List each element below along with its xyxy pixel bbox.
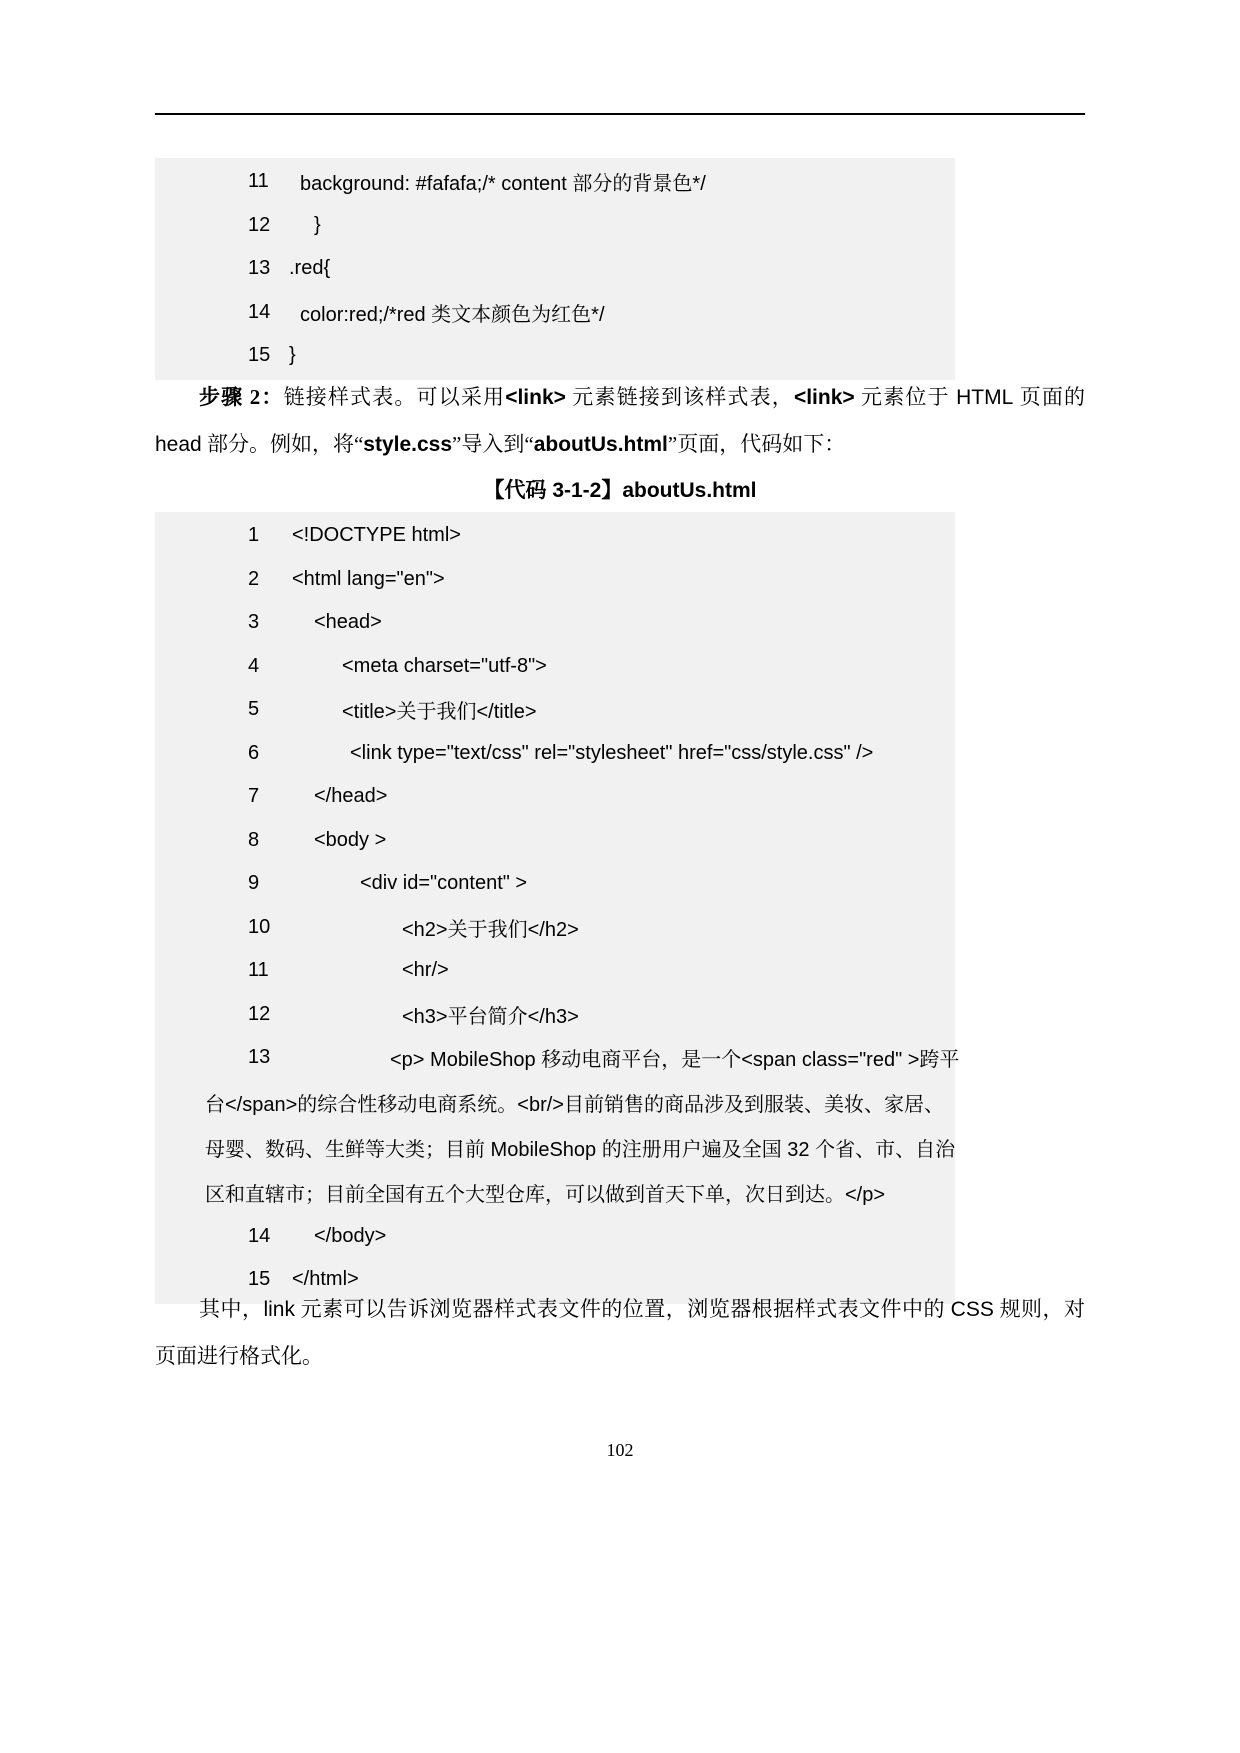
code-line-number: 15 [248, 344, 271, 367]
text-segment: 步骤 2： [199, 385, 284, 409]
text-segment: link [263, 1298, 295, 1321]
code-line-text: <div id="content" > [360, 872, 528, 895]
text-segment: 元素位于 [854, 385, 957, 409]
code-line-number: 13 [248, 257, 271, 280]
code-line-number: 5 [248, 698, 260, 721]
code-line-text: <h3>平台简介</h3> [402, 1005, 579, 1028]
code-line [155, 645, 955, 689]
code-line-number: 12 [248, 213, 271, 236]
code-line [155, 862, 955, 906]
code-line-number: 14 [248, 300, 271, 323]
text-segment: 元素可以告诉浏览器样式表文件的位置，浏览器根据样式表文件中的 [294, 1297, 951, 1321]
text-segment: 规则，对页面进行格式化。 [155, 1297, 1086, 1368]
code-line-text: <!DOCTYPE html> [292, 524, 461, 547]
code-line [155, 601, 955, 645]
code-line-text: </head> [314, 785, 388, 808]
code-line-text: <html lang="en"> [292, 567, 445, 590]
code-caption: 【代码 3-1-2】aboutUs.html [483, 479, 757, 502]
code-line-text: } [314, 213, 321, 236]
text-segment: 链接样式表。可以采用 [283, 385, 506, 409]
code-line-text: <head> [314, 611, 382, 634]
code-line-number: 8 [248, 828, 260, 851]
code-line [155, 160, 955, 204]
text-segment: <link> [505, 386, 566, 409]
code-line [155, 906, 955, 950]
code-line-text: <meta charset="utf-8"> [342, 654, 547, 677]
text-segment: 其中， [199, 1297, 264, 1321]
text-segment: HTML [956, 386, 1014, 409]
code-line [155, 291, 955, 335]
text-segment: CSS [950, 1298, 994, 1321]
code-line-number: 15 [248, 1268, 271, 1291]
text-segment: <link> [793, 386, 855, 409]
code-line-number: 7 [248, 785, 260, 808]
text-segment: aboutUs.html [533, 433, 668, 456]
header-rule [155, 113, 1085, 115]
page-number: 102 [606, 1440, 634, 1460]
code-line-text: color:red;/*red 类文本颜色为红色*/ [300, 303, 605, 326]
code-line [155, 247, 955, 291]
code-block-css-snippet [155, 158, 955, 380]
code-line [155, 688, 955, 732]
code-line-wrap: 母婴、数码、生鲜等大类；目前 MobileShop 的注册用户遍及全国 32 个省、市、自治 [205, 1138, 956, 1161]
code-line-number: 12 [248, 1002, 271, 1025]
text-segment: 部分。例如，将“ [201, 432, 364, 456]
code-line-text: .red{ [289, 257, 331, 280]
code-line-text: <h2>关于我们</h2> [402, 918, 579, 941]
code-line [155, 993, 955, 1037]
text-segment: head [155, 433, 202, 456]
code-line-number: 11 [248, 170, 269, 193]
code-line-number: 10 [248, 915, 271, 938]
code-line-text: <link type="text/css" rel="stylesheet" href="css/style.css" /> [350, 741, 874, 764]
code-line [155, 204, 955, 248]
code-line-text: <hr/> [402, 959, 449, 982]
code-line [155, 949, 955, 993]
code-line-text: <title>关于我们</title> [342, 701, 537, 724]
paragraph-step2 [155, 374, 1085, 468]
code-line-number: 3 [248, 611, 260, 634]
code-line-text: <p> MobileShop 移动电商平台，是一个<span class="red" >跨平 [390, 1049, 960, 1072]
code-line-number: 6 [248, 741, 260, 764]
code-line-text: background: #fafafa;/* content 部分的背景色*/ [300, 173, 706, 196]
code-line-number: 1 [248, 524, 260, 547]
code-line [155, 819, 955, 863]
code-line-wrap: 台</span>的综合性移动电商系统。<br/>目前销售的商品涉及到服装、美妆、家居、 [205, 1093, 944, 1116]
code-line [155, 1215, 955, 1259]
code-block-aboutus-html [155, 512, 960, 1304]
code-line [155, 732, 955, 776]
text-segment: 页面的 [1013, 385, 1086, 409]
code-line [155, 514, 955, 558]
code-line-text: <body > [314, 828, 387, 851]
code-line-number: 13 [248, 1046, 271, 1069]
code-line-wrap: 区和直辖市；目前全国有五个大型仓库，可以做到首天下单，次日到达。</p> [205, 1183, 886, 1206]
code-line-number: 4 [248, 654, 260, 677]
code-line-number: 9 [248, 872, 260, 895]
code-line-number: 11 [248, 959, 269, 982]
code-line [155, 558, 955, 602]
text-segment: ”导入到“ [452, 432, 534, 456]
code-line-text: </body> [314, 1224, 387, 1247]
code-line-number: 14 [248, 1224, 271, 1247]
text-segment: style.css [363, 433, 453, 456]
code-line [155, 334, 955, 378]
text-segment: ”页面，代码如下： [667, 432, 846, 456]
code-line-text: } [289, 344, 296, 367]
text-segment: 元素链接到该样式表， [565, 385, 794, 409]
paragraph-final [155, 1286, 1085, 1380]
code-line-number: 2 [248, 567, 260, 590]
code-line-text: </html> [292, 1268, 359, 1291]
code-line [155, 1036, 960, 1080]
code-line [155, 775, 955, 819]
